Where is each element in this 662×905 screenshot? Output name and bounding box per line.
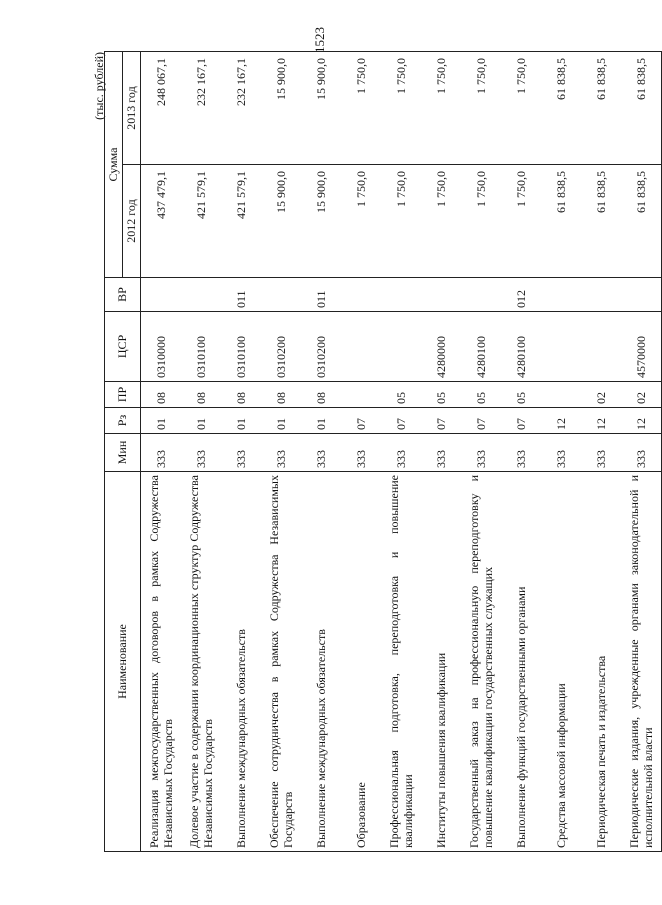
cell-y2012: 1 750,0: [501, 165, 541, 278]
cell-vr: [541, 278, 581, 312]
cell-rz: 01: [261, 408, 301, 434]
table-row: [301, 51, 341, 851]
cell-pr: 08: [301, 382, 341, 408]
cell-rz: 07: [341, 408, 381, 434]
cell-y2013: 1 750,0: [501, 51, 541, 164]
header-2013: 2013 год: [123, 51, 141, 164]
cell-name: Выполнение функций государственными органами: [501, 472, 541, 852]
cell-rz: 07: [381, 408, 421, 434]
cell-y2013: 1 750,0: [421, 51, 461, 164]
cell-csr: 0310200: [301, 312, 341, 382]
cell-name: Институты повышения квалификации: [421, 472, 461, 852]
table-row: [181, 51, 221, 851]
cell-vr: [461, 278, 501, 312]
cell-name: Выполнение международных обязательств: [221, 472, 261, 852]
cell-y2012: 61 838,5: [621, 165, 662, 278]
cell-y2013: 1 750,0: [341, 51, 381, 164]
cell-pr: 05: [461, 382, 501, 408]
cell-vr: [341, 278, 381, 312]
table-row: [501, 51, 541, 851]
cell-csr: 0310000: [141, 312, 182, 382]
cell-pr: 05: [501, 382, 541, 408]
table-row: [461, 51, 501, 851]
cell-pr: [341, 382, 381, 408]
cell-name: Реализация межгосударственных договоров в рамках Содружества Независимых Государств: [141, 472, 182, 852]
cell-vr: [381, 278, 421, 312]
cell-min: 333: [381, 434, 421, 472]
cell-vr: [581, 278, 621, 312]
cell-vr: 011: [301, 278, 341, 312]
table-body: [141, 51, 662, 851]
cell-y2013: 248 067,1: [141, 51, 182, 164]
cell-name: Профессиональная подготовка, переподготовка и повышение квалификации: [381, 472, 421, 852]
cell-name: Средства массовой информации: [541, 472, 581, 852]
rotated-page: [92, 52, 655, 852]
cell-vr: 012: [501, 278, 541, 312]
cell-pr: 05: [421, 382, 461, 408]
cell-pr: 02: [581, 382, 621, 408]
cell-rz: 01: [181, 408, 221, 434]
cell-y2012: 15 900,0: [301, 165, 341, 278]
cell-pr: [541, 382, 581, 408]
cell-csr: 4280100: [461, 312, 501, 382]
cell-y2013: 232 167,1: [181, 51, 221, 164]
cell-y2013: 61 838,5: [621, 51, 662, 164]
cell-y2013: 1 750,0: [461, 51, 501, 164]
cell-vr: [181, 278, 221, 312]
cell-min: 333: [181, 434, 221, 472]
cell-y2013: 15 900,0: [261, 51, 301, 164]
header-min: Мин: [105, 434, 141, 472]
cell-csr: 4280100: [501, 312, 541, 382]
cell-min: 333: [421, 434, 461, 472]
cell-csr: [341, 312, 381, 382]
cell-rz: 07: [461, 408, 501, 434]
cell-min: 333: [221, 434, 261, 472]
cell-csr: 0310100: [181, 312, 221, 382]
cell-pr: 08: [261, 382, 301, 408]
table-row: [421, 51, 461, 851]
cell-min: 333: [301, 434, 341, 472]
header-name: Наименование: [105, 472, 141, 852]
header-row: [105, 51, 123, 851]
cell-y2012: 1 750,0: [341, 165, 381, 278]
cell-y2012: 437 479,1: [141, 165, 182, 278]
cell-name: Периодические издания, учрежденные органами законодательной и исполнительной власти: [621, 472, 662, 852]
cell-y2013: 61 838,5: [541, 51, 581, 164]
cell-min: 333: [341, 434, 381, 472]
cell-name: Периодическая печать и издательства: [581, 472, 621, 852]
cell-vr: [421, 278, 461, 312]
cell-pr: 08: [141, 382, 182, 408]
cell-pr: 05: [381, 382, 421, 408]
cell-min: 333: [141, 434, 182, 472]
cell-y2012: 421 579,1: [181, 165, 221, 278]
units-label: (тыс. рублей): [92, 52, 106, 120]
table-row: [541, 51, 581, 851]
cell-min: 333: [501, 434, 541, 472]
cell-y2012: 1 750,0: [421, 165, 461, 278]
budget-table: [104, 51, 662, 852]
cell-csr: [581, 312, 621, 382]
cell-rz: 01: [221, 408, 261, 434]
cell-y2013: 15 900,0: [301, 51, 341, 164]
table-row: [381, 51, 421, 851]
cell-y2013: 61 838,5: [581, 51, 621, 164]
cell-y2013: 232 167,1: [221, 51, 261, 164]
cell-vr: [621, 278, 662, 312]
cell-csr: [541, 312, 581, 382]
header-sum: Сумма: [105, 51, 123, 277]
header-2012: 2012 год: [123, 165, 141, 278]
cell-pr: 02: [621, 382, 662, 408]
cell-vr: [141, 278, 182, 312]
cell-name: Государственный заказ на профессиональную переподготовку и повышение квалификации государственных служащих: [461, 472, 501, 852]
cell-pr: 08: [221, 382, 261, 408]
cell-y2013: 1 750,0: [381, 51, 421, 164]
cell-rz: 07: [421, 408, 461, 434]
cell-y2012: 421 579,1: [221, 165, 261, 278]
cell-y2012: 15 900,0: [261, 165, 301, 278]
cell-csr: 4570000: [621, 312, 662, 382]
header-vr: ВР: [105, 278, 141, 312]
cell-y2012: 1 750,0: [461, 165, 501, 278]
table-row: [221, 51, 261, 851]
cell-min: 333: [261, 434, 301, 472]
cell-csr: 4280000: [421, 312, 461, 382]
table-row: [581, 51, 621, 851]
cell-vr: 011: [221, 278, 261, 312]
cell-rz: 07: [501, 408, 541, 434]
cell-name: Выполнение международных обязательств: [301, 472, 341, 852]
cell-rz: 01: [301, 408, 341, 434]
cell-min: 333: [581, 434, 621, 472]
cell-y2012: 1 750,0: [381, 165, 421, 278]
cell-min: 333: [621, 434, 662, 472]
cell-y2012: 61 838,5: [541, 165, 581, 278]
cell-csr: 0310100: [221, 312, 261, 382]
header-pr: ПР: [105, 382, 141, 408]
header-rz: Рз: [105, 408, 141, 434]
page-number: 1523: [312, 27, 327, 53]
cell-csr: 0310200: [261, 312, 301, 382]
table-row: [141, 51, 182, 851]
table-row: [341, 51, 381, 851]
header-csr: ЦСР: [105, 312, 141, 382]
cell-min: 333: [461, 434, 501, 472]
table-row: [621, 51, 662, 851]
cell-min: 333: [541, 434, 581, 472]
cell-rz: 12: [621, 408, 662, 434]
cell-name: Долевое участие в содержании координационных структур Содружества Независимых Государств: [181, 472, 221, 852]
cell-csr: [381, 312, 421, 382]
table-row: [261, 51, 301, 851]
cell-name: Образование: [341, 472, 381, 852]
cell-rz: 01: [141, 408, 182, 434]
cell-rz: 12: [541, 408, 581, 434]
cell-name: Обеспечение сотрудничества в рамках Содружества Независимых Государств: [261, 472, 301, 852]
cell-vr: [261, 278, 301, 312]
cell-rz: 12: [581, 408, 621, 434]
cell-pr: 08: [181, 382, 221, 408]
cell-y2012: 61 838,5: [581, 165, 621, 278]
